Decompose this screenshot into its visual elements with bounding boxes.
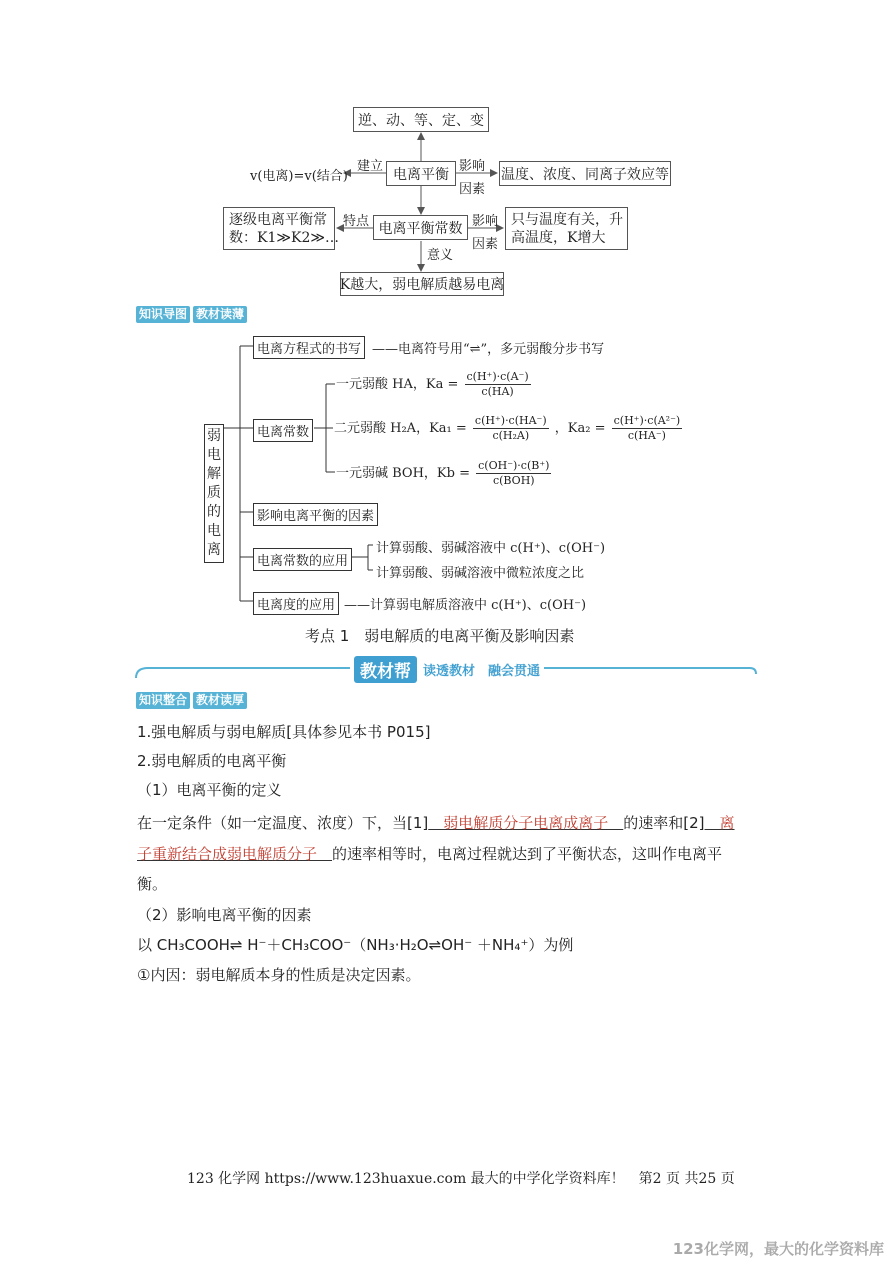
paragraph-3: （1）电离平衡的定义 [137, 781, 282, 799]
kaodian-title: 考点 1 弱电解质的电离平衡及影响因素 [305, 627, 575, 645]
diagram-center-box: 电离平衡 [386, 161, 456, 186]
text-run: 的速率和[2] [623, 814, 705, 832]
blank-answer-2-cont: 子重新结合成弱电解质分子 [137, 845, 333, 863]
mindmap-branch-1: 电离方程式的书写 [253, 336, 365, 359]
section-tag-knowledge [136, 692, 247, 709]
diagram-right-box-2-line-2: 高温度，K增大 [511, 229, 606, 246]
paragraph-8: 以 CH₃COOH⇌ H⁻＋CH₃COO⁻（NH₃·H₂O⇌OH⁻ ＋NH₄⁺）为例 [137, 936, 574, 954]
fraction [473, 414, 549, 443]
tag-label-a: 知识整合 [136, 692, 190, 709]
page-footer: 123 化学网 https://www.123huaxue.com 最大的中学化学资料库！ 第2 页 共25 页 [187, 1171, 735, 1187]
banner [350, 656, 544, 683]
diagram-const-box: 电离平衡常数 [373, 215, 468, 240]
paragraph-2: 2.弱电解质的电离平衡 [137, 752, 287, 770]
diagram-label-influence-2: 影响 [472, 214, 499, 229]
diagram-label-build: 建立 [357, 159, 384, 174]
diagram-label-factor-2: 因素 [472, 237, 499, 252]
diagram-top-box: 逆、动、等、定、变 [353, 107, 489, 132]
denominator: c(HA⁻) [627, 429, 666, 442]
tag-label-a: 知识导图 [136, 306, 190, 323]
mindmap-branch-5: 电离度的应用 [253, 592, 339, 615]
root-char: 弱 [207, 428, 221, 444]
mindmap-branch-4: 电离常数的应用 [253, 548, 352, 571]
mindmap-lines [0, 0, 894, 620]
mindmap-branch-4-item-1: 计算弱酸、弱碱溶液中 c(H⁺)、c(OH⁻) [376, 541, 606, 556]
numerator: c(H⁺)·c(A⁻) [466, 370, 529, 383]
diagram-label-influence-1: 影响 [459, 159, 486, 174]
diagram-left-box-line-1: 逐级电离平衡常 [229, 211, 327, 228]
paragraph-6: 衡。 [137, 875, 168, 893]
root-char: 离 [207, 542, 221, 558]
formula-mid: ，Ka₂ = [554, 421, 606, 436]
mindmap-branch-5-desc: ——计算弱电解质溶液中 c(H⁺)、c(OH⁻) [344, 598, 587, 613]
diagram-label-factor-1: 因素 [459, 182, 486, 197]
root-char: 质 [207, 485, 221, 501]
mindmap-root [204, 424, 224, 563]
tag-label-b: 教材读厚 [193, 692, 247, 709]
denominator: c(BOH) [492, 474, 535, 487]
banner-title: 教材帮 [354, 656, 417, 683]
numerator: c(OH⁻)·c(B⁺) [478, 459, 550, 472]
diagram-bottom-box: K越大，弱电解质越易电离 [340, 272, 504, 296]
text-run: 在一定条件（如一定温度、浓度）下，当[1] [137, 814, 429, 832]
root-char: 电 [207, 447, 221, 463]
paragraph-5 [137, 843, 722, 864]
paragraph-9: ①内因：弱电解质本身的性质是决定因素。 [137, 966, 421, 984]
text-run: 的速率相等时，电离过程就达到了平衡状态，这叫作电离平 [332, 845, 723, 863]
tag-label-b: 教材读薄 [193, 306, 247, 323]
diagram-left-text: v(电离)=v(结合) [250, 169, 348, 184]
formula-prefix: 一元弱碱 BOH，Kb = [336, 466, 470, 481]
formula-kb-monobase [336, 459, 553, 488]
mindmap-branch-1-desc: ——电离符号用“⇌”，多元弱酸分步书写 [372, 342, 605, 357]
banner-subtitle: 读透教材 融会贯通 [423, 664, 541, 679]
paragraph-4 [137, 812, 735, 833]
diagram-right-box-1: 温度、浓度、同离子效应等 [499, 161, 671, 186]
numerator: c(H⁺)·c(HA⁻) [474, 414, 547, 427]
watermark: 123化学网，最大的化学资料库 [672, 1240, 884, 1258]
blank-answer-2: 离 [704, 814, 735, 832]
mindmap-branch-2: 电离常数 [253, 419, 313, 442]
root-char: 解 [207, 466, 221, 482]
mindmap-branch-4-item-2: 计算弱酸、弱碱溶液中微粒浓度之比 [376, 566, 585, 581]
denominator: c(H₂A) [492, 429, 530, 442]
formula-ka-monoacid [336, 370, 533, 399]
fraction [476, 459, 551, 488]
root-char: 电 [207, 523, 221, 539]
formula-prefix: 一元弱酸 HA，Ka = [336, 377, 459, 392]
paragraph-1: 1.强电解质与弱电解质[具体参见本书 P015] [137, 723, 431, 741]
mindmap-branch-3: 影响电离平衡的因素 [253, 503, 378, 526]
formula-prefix: 二元弱酸 H₂A，Ka₁ = [334, 421, 467, 436]
diagram-right-box-2-line-1: 只与温度有关，升 [511, 211, 623, 228]
fraction [612, 414, 683, 443]
fraction [465, 370, 531, 399]
diagram-label-meaning: 意义 [427, 248, 454, 263]
numerator: c(H⁺)·c(A²⁻) [613, 414, 681, 427]
blank-answer-1: 弱电解质分子电离成离子 [428, 814, 624, 832]
diagram-left-box-line-2: 数：K1≫K2≫… [229, 229, 340, 246]
formula-ka-diacid [334, 414, 684, 443]
root-char: 的 [207, 504, 221, 520]
diagram-label-feature: 特点 [343, 214, 370, 229]
paragraph-7: （2）影响电离平衡的因素 [137, 906, 312, 924]
denominator: c(HA) [481, 385, 514, 398]
